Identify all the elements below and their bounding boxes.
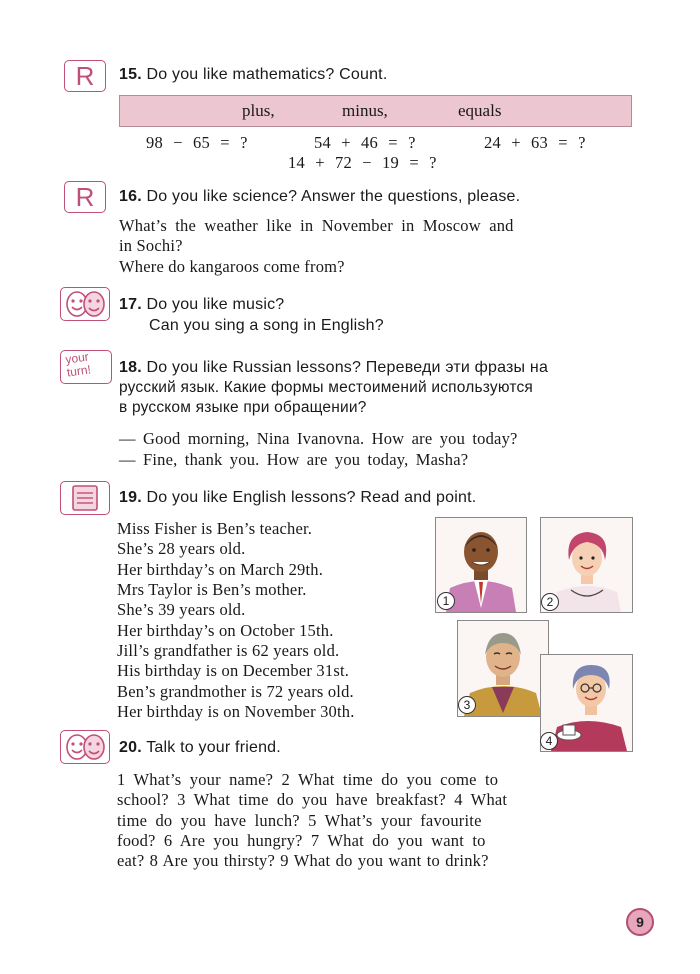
- equation-4: 14 + 72 − 19 = ?: [288, 153, 437, 172]
- exercise-number: 15.: [119, 66, 142, 83]
- text-line: в русском языке при обращении?: [119, 399, 367, 416]
- exercise-instruction: Do you like mathematics? Count.: [146, 66, 388, 83]
- term-minus: minus,: [342, 101, 388, 120]
- text-line: She’s 28 years old.: [117, 539, 246, 558]
- review-icon: R: [64, 60, 106, 92]
- text-line: time do you have lunch? 5 What’s your favourite: [117, 811, 482, 830]
- text-line: What’s the weather like in November in Moscow and: [119, 216, 514, 235]
- text-line: in Sochi?: [119, 236, 183, 255]
- math-terms-bar: [119, 95, 632, 127]
- equation-2: 54 + 46 = ?: [314, 133, 416, 152]
- exercise-18-title: 18. Do you like Russian lessons? Переведи эти фразы на: [119, 359, 549, 376]
- exercise-17-title: 17. Do you like music?: [119, 296, 285, 313]
- exercise-16-title: 16. Do you like science? Answer the questions, please.: [119, 188, 521, 205]
- equation-1: 98 − 65 = ?: [146, 133, 248, 152]
- exercise-19-title: 19. Do you like English lessons? Read and point.: [119, 489, 477, 506]
- theatre-masks-icon: [60, 287, 110, 321]
- exercise-20-title: 20. Talk to your friend.: [119, 739, 281, 756]
- text-line: русский язык. Какие формы местоимений используются: [119, 379, 533, 396]
- text-line: His birthday is on December 31st.: [117, 661, 350, 680]
- text-line: Jill’s grandfather is 62 years old.: [117, 641, 340, 660]
- text-line: Where do kangaroos come from?: [119, 257, 345, 276]
- text-line: Her birthday is on November 30th.: [117, 702, 355, 721]
- picture-number: 4: [540, 732, 558, 750]
- term-equals: equals: [458, 101, 502, 120]
- text-line: She’s 39 years old.: [117, 600, 246, 619]
- picture-number: 2: [541, 593, 559, 611]
- picture-number: 1: [437, 592, 455, 610]
- text-line: Her birthday’s on March 29th.: [117, 560, 324, 579]
- exercise-15-title: [119, 66, 387, 84]
- text-line: 1 What’s your name? 2 What time do you come to: [117, 770, 499, 789]
- equation-3: 24 + 63 = ?: [484, 133, 586, 152]
- theatre-masks-icon: [60, 730, 110, 764]
- dialog-line: — Good morning, Nina Ivanovna. How are you today?: [119, 429, 518, 448]
- text-line: Can you sing a song in English?: [149, 317, 384, 334]
- text-line: Her birthday’s on October 15th.: [117, 621, 334, 640]
- text-line: eat? 8 Are you thirsty? 9 What do you want to drink?: [117, 851, 489, 870]
- notebook-icon: [60, 481, 110, 515]
- review-icon: R: [64, 181, 106, 213]
- dialog-line: — Fine, thank you. How are you today, Masha?: [119, 450, 469, 469]
- text-line: Ben’s grandmother is 72 years old.: [117, 682, 354, 701]
- text-line: school? 3 What time do you have breakfast? 4 What: [117, 790, 508, 809]
- term-plus: plus,: [242, 101, 275, 120]
- your-turn-icon: your turn!: [60, 350, 112, 384]
- picture-number: 3: [458, 696, 476, 714]
- text-line: Mrs Taylor is Ben’s mother.: [117, 580, 307, 599]
- text-line: food? 6 Are you hungry? 7 What do you want to: [117, 831, 486, 850]
- text-line: Miss Fisher is Ben’s teacher.: [117, 519, 313, 538]
- page-number: 9: [626, 908, 654, 936]
